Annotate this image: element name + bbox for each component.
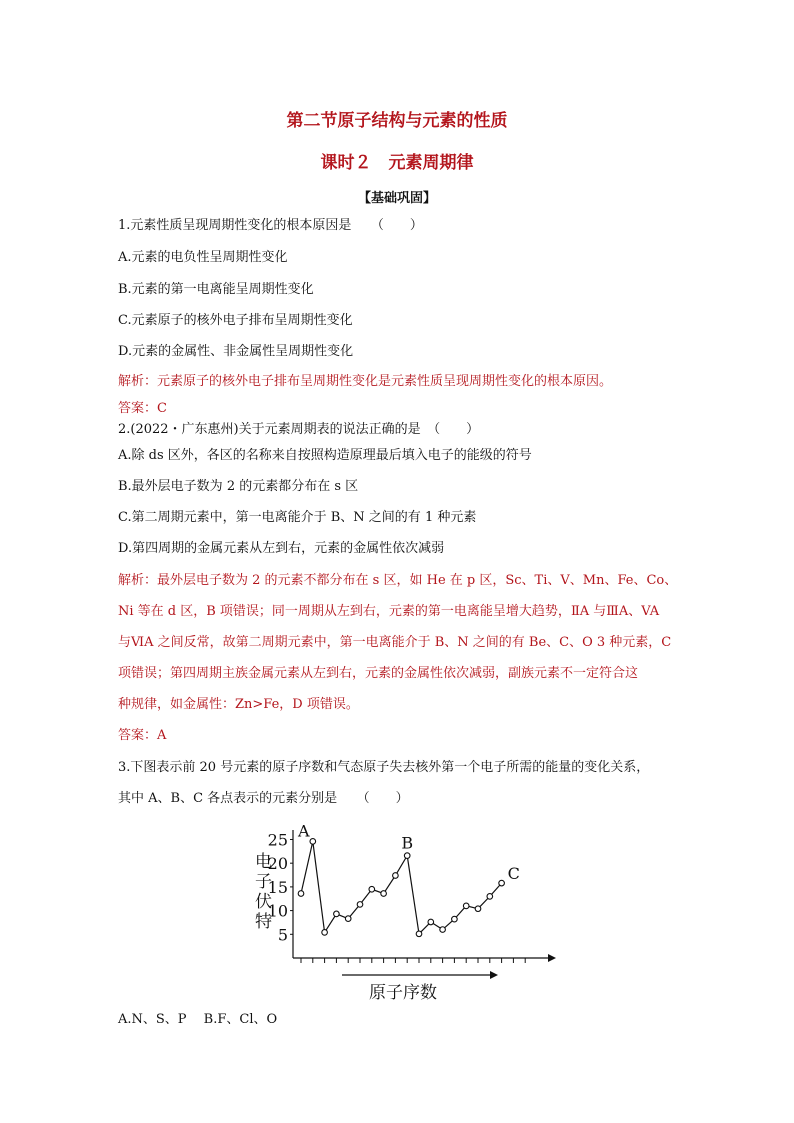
q2-option-d: D.第四周期的金属元素从左到右，元素的金属性依次减弱: [118, 541, 445, 556]
q1-option-b: B.元素的第一电离能呈周期性变化: [118, 282, 314, 297]
data-point: [334, 911, 340, 917]
data-point: [416, 931, 422, 937]
y-tick-label: 10: [267, 901, 288, 921]
q2-analysis-line-4: 项错误；第四周期主族金属元素从左到右，元素的金属性依次减弱，副族元素不一定符合这: [118, 666, 639, 681]
data-point: [322, 930, 328, 936]
q2-option-c: C.第二周期元素中，第一电离能介于 B、N 之间的有 1 种元素: [118, 510, 477, 525]
data-point: [440, 927, 446, 933]
q2-option-b: B.最外层电子数为 2 的元素都分布在 s 区: [118, 479, 359, 494]
data-point: [298, 891, 304, 897]
y-tick-label: 20: [267, 854, 288, 874]
data-point: [428, 919, 434, 925]
data-point: [499, 880, 505, 886]
q2-stem: 2.(2022・广东惠州)关于元素周期表的说法正确的是 （ ）: [118, 422, 480, 437]
x-axis-label: 原子序数: [369, 983, 437, 1003]
y-axis-label: 电子伏特: [255, 852, 272, 932]
lesson-title: 课时２ 元素周期律: [320, 153, 474, 173]
data-point: [345, 916, 351, 922]
data-point: [487, 894, 493, 900]
q1-option-a: A.元素的电负性呈周期性变化: [118, 250, 288, 265]
data-point: [310, 839, 316, 845]
q2-option-a: A.除 ds 区外，各区的名称来自按照构造原理最后填入电子的能级的符号: [118, 448, 532, 463]
series-line: [301, 841, 502, 933]
q3-stem-line-1: 3.下图表示前 20 号元素的原子序数和气态原子失去核外第一个电子所需的能量的变化关系，: [118, 760, 650, 775]
q3-options-ab: A.N、S、P B.F、Cl、O: [118, 1012, 278, 1027]
q1-option-c: C.元素原子的核外电子排布呈周期性变化: [118, 313, 353, 328]
data-point: [381, 891, 387, 897]
q2-answer: 答案：A: [118, 728, 167, 743]
y-tick-label: 15: [267, 877, 288, 897]
q2-analysis-line-5: 种规律，如金属性：Zn>Fe，D 项错误。: [118, 697, 359, 712]
q2-analysis-line-3: 与ⅥA 之间反常，故第二周期元素中，第一电离能介于 B、N 之间的有 Be、C、O 3 种元素，C: [118, 635, 672, 650]
x-axis-arrow: [548, 954, 556, 962]
q2-analysis-line-1: 解析：最外层电子数为 2 的元素不都分布在 s 区，如 He 在 p 区，Sc、Ti、V、Mn、Fe、Co、: [118, 573, 678, 588]
point-label-a: A: [298, 821, 310, 841]
q2-analysis-line-2: Ni 等在 d 区，B 项错误；同一周期从左到右，元素的第一电离能呈增大趋势，ⅡA 与ⅢA、VA: [118, 604, 660, 619]
q1-stem: 1.元素性质呈现周期性变化的根本原因是 （ ）: [118, 218, 423, 233]
data-point: [357, 902, 363, 908]
y-tick-label: 25: [267, 830, 288, 850]
data-point: [452, 916, 458, 922]
q1-answer: 答案：C: [118, 401, 167, 416]
ionization-energy-chart: [250, 815, 560, 1005]
data-point: [369, 886, 375, 892]
point-label-b: B: [401, 833, 414, 853]
data-point: [475, 906, 481, 912]
data-point: [404, 853, 410, 859]
y-tick-label: 5: [277, 925, 288, 945]
direction-arrow-head: [490, 971, 498, 979]
section-title: 第二节原子结构与元素的性质: [286, 111, 508, 131]
q1-analysis: 解析：元素原子的核外电子排布呈周期性变化是元素性质呈现周期性变化的根本原因。: [118, 374, 613, 389]
data-point: [463, 903, 469, 909]
data-point: [393, 873, 399, 879]
point-label-c: C: [507, 864, 520, 884]
consolidation-heading: 【基础巩固】: [357, 191, 436, 206]
q3-stem-line-2: 其中 A、B、C 各点表示的元素分别是 （ ）: [118, 791, 409, 806]
q1-option-d: D.元素的金属性、非金属性呈周期性变化: [118, 344, 354, 359]
